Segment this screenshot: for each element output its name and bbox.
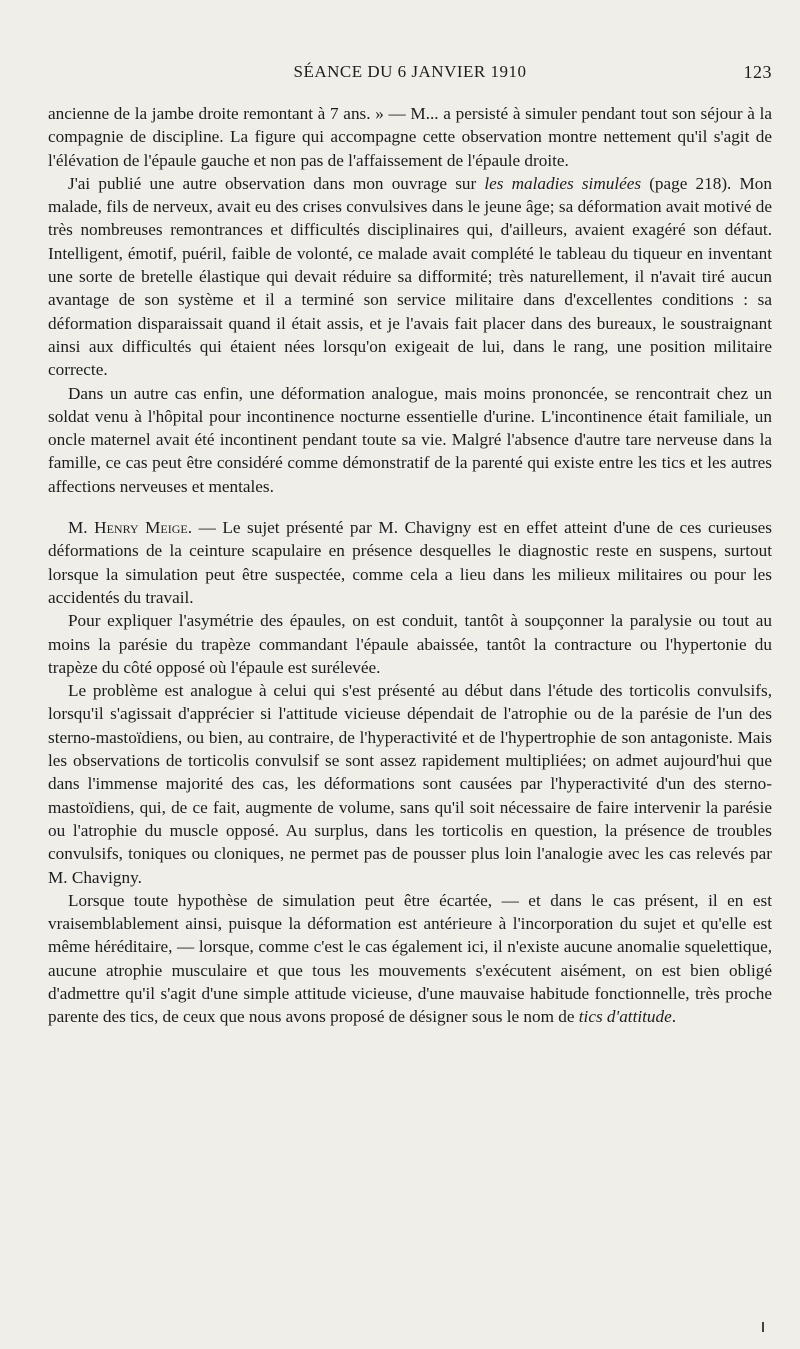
paragraph xyxy=(48,516,772,609)
term-italic: tics d'attitude xyxy=(578,1007,672,1027)
paragraph xyxy=(48,102,772,172)
paragraph xyxy=(48,679,772,889)
margin-mark xyxy=(762,1322,764,1332)
book-title-italic: les maladies simulées xyxy=(484,173,642,193)
speaker-name: Henry Meige xyxy=(94,518,188,538)
paragraph-text-start: Lorsque toute hypothèse de simulation peut être écartée, — et dans le cas présent, il en est vraisemblablement ainsi, puisque la déformation est antérieure à l'incorporation du sujet et qu'elle est même héréditaire, — lorsque, comme c'est le cas également ici, il n'existe aucune anomalie squelettique, aucune atrophie musculaire et que tous les mouvements s'exécutent aisément, on est bien obligé d'admettre qu'il s'agit d'une simple attitude vicieuse, d'une mauvaise habitude fonctionnelle, très proche parente des tics, de ceux que nous avons proposé de désigner sous le nom de xyxy=(48,890,772,1027)
running-header xyxy=(48,62,772,92)
paragraph-text-end: (page 218). Mon malade, fils de nerveux, avait eu des crises convulsives dans le jeune âge; sa déformation avait motivé de très nombreuses remontrances et difficultés disciplinaires qui, d'ailleurs, avaient exagéré son défaut. Intelligent, émotif, puéril, faible de volonté, ce malade avait complété le tableau du tiqueur en inventant une sorte de bretelle élastique qui devait réduire sa difformité; très naturellement, il n'avait tiré aucun avantage de son système et il a terminé son service militaire dans d'excellentes conditions : sa déformation disparaissait quand il était assis, et je l'avais fait placer dans des bureaux, le soustraignant ainsi aux difficultés qui étaient nées lorsqu'on exigeait de lui, dans le rang, une position militaire correcte. xyxy=(48,173,772,380)
paragraph xyxy=(48,172,772,382)
paragraph-text: ancienne de la jambe droite remontant à 7 ans. » — M... a persisté à simuler pendant tout son séjour à la compagnie de discipline. La figure qui accompagne cette observation montre nettement qu'il s'agit de l'élévation de l'épaule gauche et non pas de l'affaissement de l'épaule droite. xyxy=(48,104,772,170)
paragraph-text: Le problème est analogue à celui qui s'est présenté au début dans l'étude des torticolis convulsifs, lorsqu'il s'agissait d'apprécier si l'attitude vicieuse dépendait de l'atrophie ou de la parésie de l'un des sterno-mastoïdiens, ou bien, au contraire, de l'hyperactivité et de l'hypertrophie de son antagoniste. Mais les observations de torticolis convulsif se sont assez rapidement multipliées; on admet aujourd'hui que dans l'immense majorité des cas, les déformations sont causées par l'hyperactivité d'un des sterno-mastoïdiens, qui, de ce fait, augmente de volume, sans qu'il soit nécessaire de faire intervenir la parésie ou l'atrophie du muscle opposé. Au surplus, dans les torticolis en question, la présence de troubles convulsifs, toniques ou cloniques, ne permet pas de pousser plus loin l'analogie avec les cas relevés par M. Chavigny. xyxy=(48,681,772,887)
speaker-prefix: M. xyxy=(68,518,95,538)
paragraph-text-end: . xyxy=(671,1007,677,1027)
header-title: SÉANCE DU 6 JANVIER 1910 xyxy=(293,62,527,81)
paragraph xyxy=(48,609,772,679)
paragraph-text-start: J'ai publié une autre observation dans mon ouvrage sur xyxy=(68,173,485,193)
paragraph-text: . — Le sujet présenté par M. Chavigny est en effet atteint d'une de ces curieuses déformations de la ceinture scapulaire en présence desquelles le diagnostic reste en suspens, surtout lorsque la simulation peut être suspectée, comme cela a lieu dans les milieux militaires ou pour les accidentés du travail. xyxy=(48,518,772,607)
body-text xyxy=(48,102,772,1029)
paragraph xyxy=(48,382,772,498)
page-number: 123 xyxy=(743,62,772,82)
paragraph-text: Dans un autre cas enfin, une déformation analogue, mais moins prononcée, se rencontrait chez un soldat venu à l'hôpital pour incontinence nocturne essentielle d'urine. L'incontinence était familiale, un oncle maternel avait été incontinent pendant toute sa vie. Malgré l'absence d'autre tare nerveuse dans la famille, ce cas peut être considéré comme démonstratif de la parenté qui existe entre les tics et les autres affections nerveuses et mentales. xyxy=(48,383,772,496)
paragraph-text: Pour expliquer l'asymétrie des épaules, on est conduit, tantôt à soupçonner la paralysie ou tout au moins la parésie du trapèze commandant l'épaule abaissée, tantôt la contracture ou l'hypertonie du trapèze du côté opposé où l'épaule est surélevée. xyxy=(48,611,772,677)
paragraph xyxy=(48,889,772,1029)
